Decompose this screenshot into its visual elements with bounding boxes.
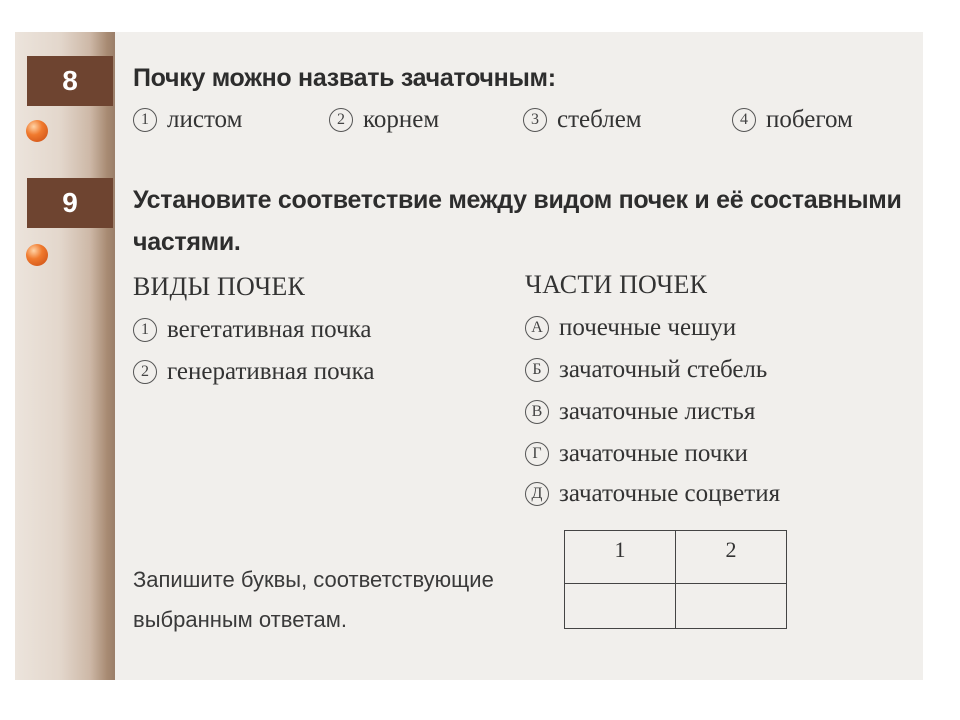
option-label: корнем xyxy=(363,106,440,133)
question-8-text: Почку можно назвать зачаточным: xyxy=(133,64,556,92)
bud-part-g xyxy=(525,440,748,468)
item-letter-b: Б xyxy=(525,358,549,382)
answer-cell-1[interactable] xyxy=(565,584,676,629)
bud-type-1 xyxy=(133,316,371,344)
option-label: листом xyxy=(167,106,243,133)
bud-type-label: генеративная почка xyxy=(167,358,375,385)
right-column-header: ЧАСТИ ПОЧЕК xyxy=(525,270,708,299)
left-column-header: ВИДЫ ПОЧЕК xyxy=(133,272,306,301)
option-number-1: 1 xyxy=(133,108,157,132)
item-letter-v: В xyxy=(525,400,549,424)
option-number-2: 2 xyxy=(329,108,353,132)
option-number-3: 3 xyxy=(523,108,547,132)
item-number-2: 2 xyxy=(133,360,157,384)
bud-part-label: почечные чешуи xyxy=(559,314,737,341)
bud-type-label: вегетативная почка xyxy=(167,316,372,343)
instruction-line1: Запишите буквы, соответствующие xyxy=(133,567,494,592)
bud-part-label: зачаточные соцветия xyxy=(559,480,781,507)
item-letter-d: Д xyxy=(525,482,549,506)
textbook-page xyxy=(15,32,923,680)
bud-part-label: зачаточные листья xyxy=(559,398,756,425)
bud-part-d xyxy=(525,480,780,508)
question-8-number: 8 xyxy=(27,56,113,106)
answer-column-header-2: 2 xyxy=(676,531,787,584)
bud-part-a xyxy=(525,314,736,342)
bud-part-label: зачаточные почки xyxy=(559,440,748,467)
question-9-text-line1: Установите соответствие между видом почек и её составными xyxy=(133,186,902,214)
q8-option-3[interactable] xyxy=(523,106,642,134)
question-8-marker xyxy=(26,120,48,142)
bud-part-b xyxy=(525,356,767,384)
item-letter-g: Г xyxy=(525,442,549,466)
q8-option-4[interactable] xyxy=(732,106,853,134)
answer-table xyxy=(564,530,787,629)
item-letter-a: А xyxy=(525,316,549,340)
option-number-4: 4 xyxy=(732,108,756,132)
question-9-number: 9 xyxy=(27,178,113,228)
q8-option-1[interactable] xyxy=(133,106,242,134)
answer-cell-2[interactable] xyxy=(676,584,787,629)
item-number-1: 1 xyxy=(133,318,157,342)
question-9-marker xyxy=(26,244,48,266)
bud-part-v xyxy=(525,398,755,426)
q8-option-2[interactable] xyxy=(329,106,439,134)
bud-part-label: зачаточный стебель xyxy=(559,356,768,383)
bud-type-2 xyxy=(133,358,374,386)
instruction-line2: выбранным ответам. xyxy=(133,607,347,632)
question-9-text-line2: частями. xyxy=(133,228,241,256)
option-label: побегом xyxy=(766,106,853,133)
answer-column-header-1: 1 xyxy=(565,531,676,584)
option-label: стеблем xyxy=(557,106,642,133)
